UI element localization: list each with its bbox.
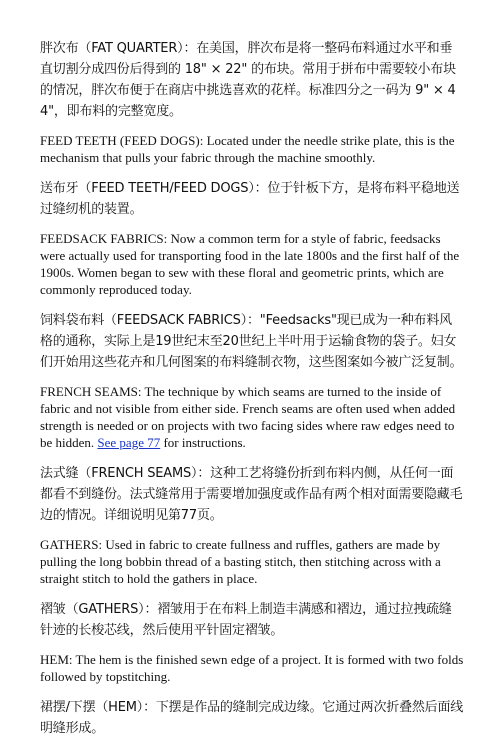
entry-feed-teeth-cn: 送布牙（FEED TEETH/FEED DOGS）：位于针板下方，是将布料平稳地送过缝纫机的装置。 xyxy=(40,181,460,217)
entry-feedsack-cn: 饲料袋布料（FEEDSACK FABRICS）："Feedsacks"现已成为一种布料风格的通称，实际上是19世纪末至20世纪上半叶用于运输食物的袋子。妇女们开始用这些花卉和几何图案的布料缝制衣物，这些图案如今被广泛复制。 xyxy=(40,313,463,370)
entry-gathers-cn: 褶皱（GATHERS）：褶皱用于在布料上制造丰满感和褶边，通过拉拽疏缝针迹的长梭芯线，然后使用平针固定褶皱。 xyxy=(40,602,452,638)
entry-feedsack-en: FEEDSACK FABRICS: Now a common term for a style of fabric, feedsacks were actually used for transporting food in the late 1800s and the first half of the 1900s. Women began to sew with these floral and geometric prints, which are commonly reproduced today. xyxy=(40,231,460,297)
french-seams-text-end: for instructions. xyxy=(160,435,246,450)
entry-fat-quarter-cn: 胖次布（FAT QUARTER）：在美国，胖次布是将一整码布料通过水平和垂直切割分成四份后得到的 18" × 22" 的布块。常用于拼布中需要较小布块的情况，胖次布便于在商店中挑选喜欢的花样。标准四分之一码为 9" × 44"，即布料的完整宽度。 xyxy=(40,41,456,119)
entry-hem-en: HEM: The hem is the finished sewn edge of a project. It is formed with two folds followed by topstitching. xyxy=(40,652,464,684)
entry-feed-teeth-en: FEED TEETH (FEED DOGS): Located under the needle strike plate, this is the mechanism that pulls your fabric through the machine smoothly. xyxy=(40,133,455,165)
glossary-page xyxy=(40,38,464,739)
entry-french-seams-cn: 法式缝（FRENCH SEAMS）：这种工艺将缝份折到布料内侧，从任何一面都看不到缝份。法式缝常用于需要增加强度或作品有两个相对面需要隐藏毛边的情况。详细说明见第77页。 xyxy=(40,466,463,523)
entry-french-seams-en xyxy=(40,383,464,451)
french-seams-text: FRENCH SEAMS: The technique by which seams are turned to the inside of fabric and not visible from either side. French seams are often used when added strength is needed or on projects with two facing sides where raw edges need to be hidden. xyxy=(40,384,456,450)
see-page-link[interactable]: See page 77 xyxy=(97,435,161,450)
entry-gathers-en: GATHERS: Used in fabric to create fullness and ruffles, gathers are made by pulling the long bobbin thread of a basting stitch, then stitching across with a straight stitch to hold the gathers in place. xyxy=(40,537,441,586)
entry-hem-cn: 裙摆/下摆（HEM）：下摆是作品的缝制完成边缘。它通过两次折叠然后面线明缝形成。 xyxy=(40,700,464,736)
